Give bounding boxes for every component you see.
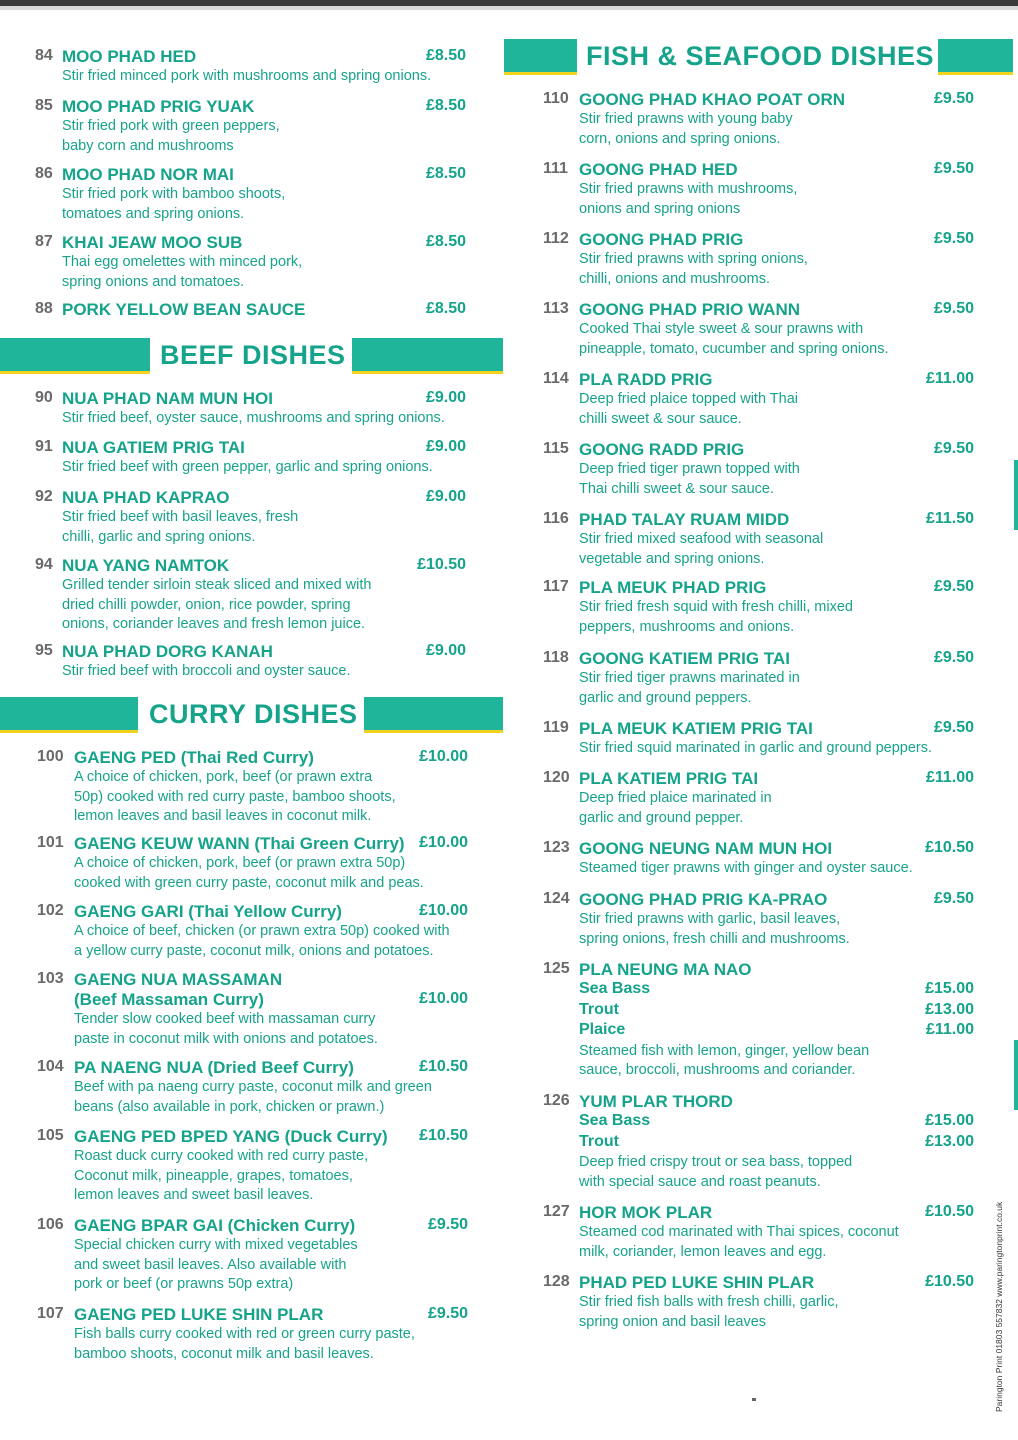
- menu-item: [35, 488, 466, 545]
- item-number: 119: [543, 719, 569, 736]
- item-description: Steamed tiger prawns with ginger and oyster sauce.: [579, 860, 913, 876]
- item-price: £10.00: [419, 748, 468, 765]
- item-price: £8.50: [425, 233, 466, 250]
- item-number: 127: [543, 1203, 570, 1220]
- variant-label: Plaice: [579, 1021, 626, 1038]
- item-description: Stir fried prawns with young baby: [579, 111, 793, 127]
- item-price: £9.50: [933, 719, 974, 736]
- item-price: £9.00: [425, 389, 466, 406]
- item-number: 113: [543, 300, 569, 317]
- item-description: baby corn and mushrooms: [62, 137, 234, 154]
- item-number: 111: [543, 160, 568, 177]
- item-number: 92: [35, 488, 53, 505]
- menu-item: [37, 1058, 468, 1115]
- menu-item: [37, 1305, 468, 1362]
- item-price: £9.50: [933, 578, 974, 595]
- print-speck: [752, 1398, 756, 1401]
- item-price: £10.50: [925, 1273, 974, 1290]
- item-number: 114: [543, 370, 569, 387]
- item-name: NUA GATIEM PRIG TAI: [62, 438, 245, 457]
- item-description: Stir fried pork with green peppers,: [62, 118, 280, 134]
- item-price: £10.00: [419, 834, 468, 851]
- item-description: sauce, broccoli, mushrooms and coriander.: [579, 1062, 856, 1078]
- menu-item: [543, 839, 974, 876]
- item-name: YUM PLAR THORD: [579, 1092, 733, 1111]
- item-name: MOO PHAD PRIG YUAK: [62, 97, 255, 116]
- item-description: Beef with pa naeng curry paste, coconut milk and green: [74, 1079, 432, 1095]
- item-description: Stir fried beef with basil leaves, fresh: [62, 509, 299, 525]
- menu-item: [35, 97, 466, 154]
- variant-label: Trout: [579, 1000, 619, 1018]
- item-price: £10.50: [417, 556, 466, 573]
- item-description: cooked with green curry paste, coconut milk and peas.: [74, 874, 424, 891]
- section-banner: [0, 338, 503, 378]
- item-name: PLA KATIEM PRIG TAI: [579, 769, 759, 788]
- item-price: £9.00: [425, 438, 466, 455]
- item-description: peppers, mushrooms and onions.: [579, 618, 795, 635]
- menu-item: [543, 1273, 974, 1330]
- item-description: Stir fried minced pork with mushrooms and spring onions.: [62, 68, 432, 84]
- menu-item: [35, 438, 466, 475]
- item-description: dried chilli powder, onion, rice powder, spring: [62, 596, 351, 613]
- item-description: Coconut milk, pineapple, grapes, tomatoes,: [74, 1167, 353, 1184]
- item-description: spring onions, fresh chilli and mushrooms.: [579, 930, 850, 947]
- item-description: garlic and ground peppers.: [579, 689, 752, 706]
- item-description: Stir fried beef with broccoli and oyster sauce.: [62, 663, 351, 679]
- item-description: Stir fried pork with bamboo shoots,: [62, 186, 286, 202]
- menu-item: [35, 165, 466, 222]
- item-description: Deep fried tiger prawn topped with: [579, 461, 800, 477]
- menu-item: [543, 960, 974, 1078]
- item-description: Stir fried beef, oyster sauce, mushrooms and spring onions.: [62, 410, 445, 426]
- item-name: GAENG PED BPED YANG (Duck Curry): [74, 1127, 388, 1146]
- item-price: £8.50: [425, 165, 466, 182]
- item-price: £9.50: [427, 1305, 468, 1322]
- item-description: a yellow curry paste, coconut milk, onions and potatoes.: [74, 942, 434, 959]
- item-name: GOONG PHAD HED: [579, 160, 738, 179]
- menu-item: [37, 748, 468, 824]
- item-description: Stir fried squid marinated in garlic and ground peppers.: [579, 740, 933, 756]
- item-price: £9.50: [933, 300, 974, 317]
- item-price: £8.50: [425, 97, 466, 114]
- item-name: PLA MEUK KATIEM PRIG TAI: [579, 719, 813, 738]
- item-description: Tender slow cooked beef with massaman curry: [74, 1011, 376, 1027]
- variant-price: £15.00: [925, 1112, 974, 1129]
- item-number: 88: [35, 300, 53, 317]
- item-description: Stir fried prawns with garlic, basil leaves,: [579, 911, 841, 927]
- right-edge-mark: [1014, 460, 1018, 530]
- item-description: chilli, onions and mushrooms.: [579, 270, 771, 287]
- banner-bar-left: [0, 697, 138, 733]
- variant-price: £13.00: [925, 1132, 974, 1150]
- item-description: Stir fried fresh squid with fresh chilli, mixed: [579, 599, 853, 615]
- item-price: £9.50: [933, 160, 974, 177]
- menu-item: [35, 233, 466, 290]
- menu-item: [543, 90, 974, 147]
- item-description: A choice of chicken, pork, beef (or prawn extra: [74, 769, 373, 785]
- item-name: NUA PHAD NAM MUN HOI: [62, 389, 273, 408]
- item-name: GOONG PHAD PRIG: [579, 230, 744, 249]
- item-name: GAENG BPAR GAI (Chicken Curry): [74, 1216, 356, 1235]
- item-price: £10.00: [419, 990, 468, 1007]
- item-number: 91: [35, 438, 53, 455]
- item-number: 110: [543, 90, 569, 107]
- item-price: £9.50: [933, 649, 974, 666]
- item-name: GOONG NEUNG NAM MUN HOI: [579, 839, 833, 858]
- variant-price: £11.00: [925, 1021, 974, 1038]
- item-price: £8.50: [425, 300, 466, 317]
- item-description: Deep fried plaice marinated in: [579, 790, 772, 806]
- variant-price: £13.00: [925, 1000, 974, 1018]
- variant-label: Sea Bass: [579, 1112, 651, 1129]
- item-name: NUA YANG NAMTOK: [62, 556, 230, 575]
- menu-item: [543, 370, 974, 427]
- item-name: NUA PHAD KAPRAO: [62, 488, 230, 507]
- menu-item: [35, 389, 466, 426]
- right-edge-mark: [1014, 1040, 1018, 1110]
- menu-item: [35, 642, 466, 679]
- menu-item: [543, 160, 974, 217]
- item-number: 124: [543, 890, 570, 907]
- item-description: pineapple, tomato, cucumber and spring onions.: [579, 340, 889, 357]
- item-description: Stir fried prawns with mushrooms,: [579, 181, 798, 197]
- menu-item: [543, 578, 974, 635]
- item-number: 118: [543, 649, 569, 666]
- item-name: GOONG PHAD KHAO POAT ORN: [579, 90, 846, 109]
- item-description: Thai egg omelettes with minced pork,: [62, 254, 303, 270]
- variant-price: £15.00: [925, 980, 974, 997]
- banner-bar-right: [364, 697, 503, 733]
- item-number: 87: [35, 233, 53, 250]
- menu-item: [543, 510, 974, 567]
- menu-item: [543, 769, 974, 826]
- menu-item: [37, 1216, 468, 1292]
- item-description: Cooked Thai style sweet & sour prawns with: [579, 321, 864, 337]
- item-description: 50p) cooked with red curry paste, bamboo shoots,: [74, 788, 396, 805]
- item-name: NUA PHAD DORG KANAH: [62, 642, 273, 661]
- item-name: PHAD PED LUKE SHIN PLAR: [579, 1273, 815, 1292]
- item-description: milk, coriander, lemon leaves and egg.: [579, 1243, 827, 1260]
- item-name: PLA RADD PRIG: [579, 370, 713, 389]
- item-number: 120: [543, 769, 570, 786]
- item-name: GOONG KATIEM PRIG TAI: [579, 649, 790, 668]
- item-name: GAENG KEUW WANN (Thai Green Curry): [74, 834, 405, 853]
- item-number: 117: [543, 578, 569, 595]
- item-number: 95: [35, 642, 53, 659]
- item-number: 94: [35, 556, 53, 573]
- banner-bar-right: [352, 338, 503, 374]
- item-description: chilli, garlic and spring onions.: [62, 528, 256, 545]
- item-number: 115: [543, 440, 569, 457]
- item-description: tomatoes and spring onions.: [62, 205, 245, 222]
- item-name: GAENG GARI (Thai Yellow Curry): [74, 902, 342, 921]
- menu-item: [543, 890, 974, 947]
- menu-item: [37, 902, 468, 959]
- item-number: 126: [543, 1092, 570, 1109]
- menu-item: [35, 556, 466, 632]
- item-description: onions, coriander leaves and fresh lemon juice.: [62, 616, 366, 632]
- item-number: 101: [37, 834, 64, 851]
- item-description: Stir fried mixed seafood with seasonal: [579, 531, 824, 547]
- item-price: £11.00: [925, 769, 974, 786]
- item-name-line2: (Beef Massaman Curry): [74, 990, 264, 1009]
- menu-item: [37, 834, 468, 891]
- item-description: Fish balls curry cooked with red or green curry paste,: [74, 1326, 415, 1342]
- item-price: £9.50: [933, 440, 974, 457]
- item-price: £11.00: [925, 370, 974, 387]
- item-price: £10.00: [419, 902, 468, 919]
- item-description: spring onions and tomatoes.: [62, 273, 245, 290]
- item-description: Deep fried plaice topped with Thai: [579, 391, 798, 407]
- item-number: 106: [37, 1216, 64, 1233]
- section-banner: [500, 39, 1013, 79]
- menu-item: [543, 230, 974, 287]
- item-description: Stir fried tiger prawns marinated in: [579, 670, 800, 686]
- item-number: 103: [37, 970, 64, 987]
- item-number: 100: [37, 748, 64, 765]
- item-description: Steamed fish with lemon, ginger, yellow bean: [579, 1042, 870, 1059]
- item-price: £9.50: [427, 1216, 468, 1233]
- banner-bar-right: [938, 39, 1013, 75]
- item-description: corn, onions and spring onions.: [579, 130, 781, 147]
- item-description: Steamed cod marinated with Thai spices, coconut: [579, 1224, 899, 1240]
- menu-item: [543, 300, 974, 357]
- item-description: Deep fried crispy trout or sea bass, topped: [579, 1154, 853, 1170]
- menu-item: [37, 970, 468, 1047]
- item-price: £10.50: [925, 839, 974, 856]
- item-description: garlic and ground pepper.: [579, 809, 744, 826]
- item-description: paste in coconut milk with onions and potatoes.: [74, 1030, 378, 1047]
- item-price: £10.50: [419, 1058, 468, 1075]
- item-name: GAENG NUA MASSAMAN: [74, 970, 283, 989]
- item-price: £10.50: [419, 1127, 468, 1144]
- menu-item: [543, 1092, 974, 1190]
- item-name: PA NAENG NUA (Dried Beef Curry): [74, 1058, 354, 1077]
- item-description: pork or beef (or prawns 50p extra): [74, 1276, 294, 1292]
- menu-item: [543, 1203, 974, 1260]
- menu-item: [543, 649, 974, 706]
- item-description: and sweet basil leaves. Also available with: [74, 1256, 347, 1273]
- item-name: PLA MEUK PHAD PRIG: [579, 578, 767, 597]
- section-title: FISH & SEAFOOD DISHES: [586, 41, 935, 71]
- item-name: KHAI JEAW MOO SUB: [62, 233, 243, 252]
- menu-item: [37, 1127, 468, 1203]
- item-description: chilli sweet & sour sauce.: [579, 410, 742, 427]
- item-number: 116: [543, 510, 569, 527]
- menu-item: [35, 47, 466, 84]
- item-description: beans (also available in pork, chicken or prawn.): [74, 1098, 385, 1115]
- item-number: 104: [37, 1058, 64, 1075]
- item-number: 84: [35, 47, 53, 64]
- item-description: A choice of chicken, pork, beef (or prawn extra 50p): [74, 855, 406, 871]
- item-description: lemon leaves and basil leaves in coconut milk.: [74, 808, 372, 824]
- item-price: £8.50: [425, 47, 466, 64]
- item-description: Roast duck curry cooked with red curry paste,: [74, 1148, 369, 1164]
- section-title: BEEF DISHES: [160, 340, 346, 370]
- item-description: Thai chilli sweet & sour sauce.: [579, 480, 775, 497]
- item-description: bamboo shoots, coconut milk and basil leaves.: [74, 1345, 374, 1362]
- item-name: HOR MOK PLAR: [579, 1203, 713, 1222]
- item-name: PLA NEUNG MA NAO: [579, 960, 752, 979]
- right-column: [500, 0, 1018, 1440]
- item-price: £9.50: [933, 90, 974, 107]
- item-description: Stir fried beef with green pepper, garlic and spring onions.: [62, 459, 433, 475]
- item-number: 86: [35, 165, 53, 182]
- menu-item: [35, 300, 466, 319]
- banner-bar-left: [0, 338, 150, 374]
- item-number: 123: [543, 839, 570, 856]
- variant-label: Trout: [579, 1132, 619, 1150]
- item-name: GOONG PHAD PRIG KA-PRAO: [579, 890, 828, 909]
- item-price: £10.50: [925, 1203, 974, 1220]
- item-number: 128: [543, 1273, 570, 1290]
- item-number: 105: [37, 1127, 64, 1144]
- item-number: 112: [543, 230, 569, 247]
- item-price: £9.50: [933, 230, 974, 247]
- item-description: Special chicken curry with mixed vegetables: [74, 1237, 358, 1253]
- section-banner: [0, 697, 503, 737]
- item-name: GOONG RADD PRIG: [579, 440, 745, 459]
- left-column: [0, 0, 500, 1440]
- item-description: A choice of beef, chicken (or prawn extra 50p) cooked with: [74, 923, 450, 939]
- menu-item: [543, 719, 974, 756]
- section-title: CURRY DISHES: [149, 699, 358, 729]
- item-number: 90: [35, 389, 53, 406]
- item-description: with special sauce and roast peanuts.: [579, 1173, 821, 1190]
- item-price: £9.00: [425, 488, 466, 505]
- item-description: Stir fried fish balls with fresh chilli, garlic,: [579, 1294, 839, 1310]
- item-description: onions and spring onions: [579, 200, 741, 217]
- item-name: GOONG PHAD PRIO WANN: [579, 300, 801, 319]
- item-number: 85: [35, 97, 53, 114]
- item-number: 102: [37, 902, 64, 919]
- item-description: Grilled tender sirloin steak sliced and mixed with: [62, 577, 372, 593]
- item-name: MOO PHAD NOR MAI: [62, 165, 234, 184]
- variant-label: Sea Bass: [579, 980, 651, 997]
- item-name: GAENG PED (Thai Red Curry): [74, 748, 314, 767]
- banner-bar-left: [504, 39, 577, 75]
- item-number: 107: [37, 1305, 64, 1322]
- item-description: vegetable and spring onions.: [579, 550, 765, 567]
- item-name: GAENG PED LUKE SHIN PLAR: [74, 1305, 324, 1324]
- printer-credit: Parington Print 01803 557832 www.paringtonprint.co.uk: [994, 1201, 1004, 1412]
- item-price: £11.50: [925, 510, 974, 527]
- item-description: spring onion and basil leaves: [579, 1313, 767, 1330]
- item-name: MOO PHAD HED: [62, 47, 197, 66]
- item-number: 125: [543, 960, 570, 977]
- item-description: lemon leaves and sweet basil leaves.: [74, 1187, 314, 1203]
- item-name: PORK YELLOW BEAN SAUCE: [62, 300, 306, 319]
- item-name: PHAD TALAY RUAM MIDD: [579, 510, 790, 529]
- item-price: £9.50: [933, 890, 974, 907]
- menu-item: [543, 440, 974, 497]
- item-price: £9.00: [425, 642, 466, 659]
- item-description: Stir fried prawns with spring onions,: [579, 251, 808, 267]
